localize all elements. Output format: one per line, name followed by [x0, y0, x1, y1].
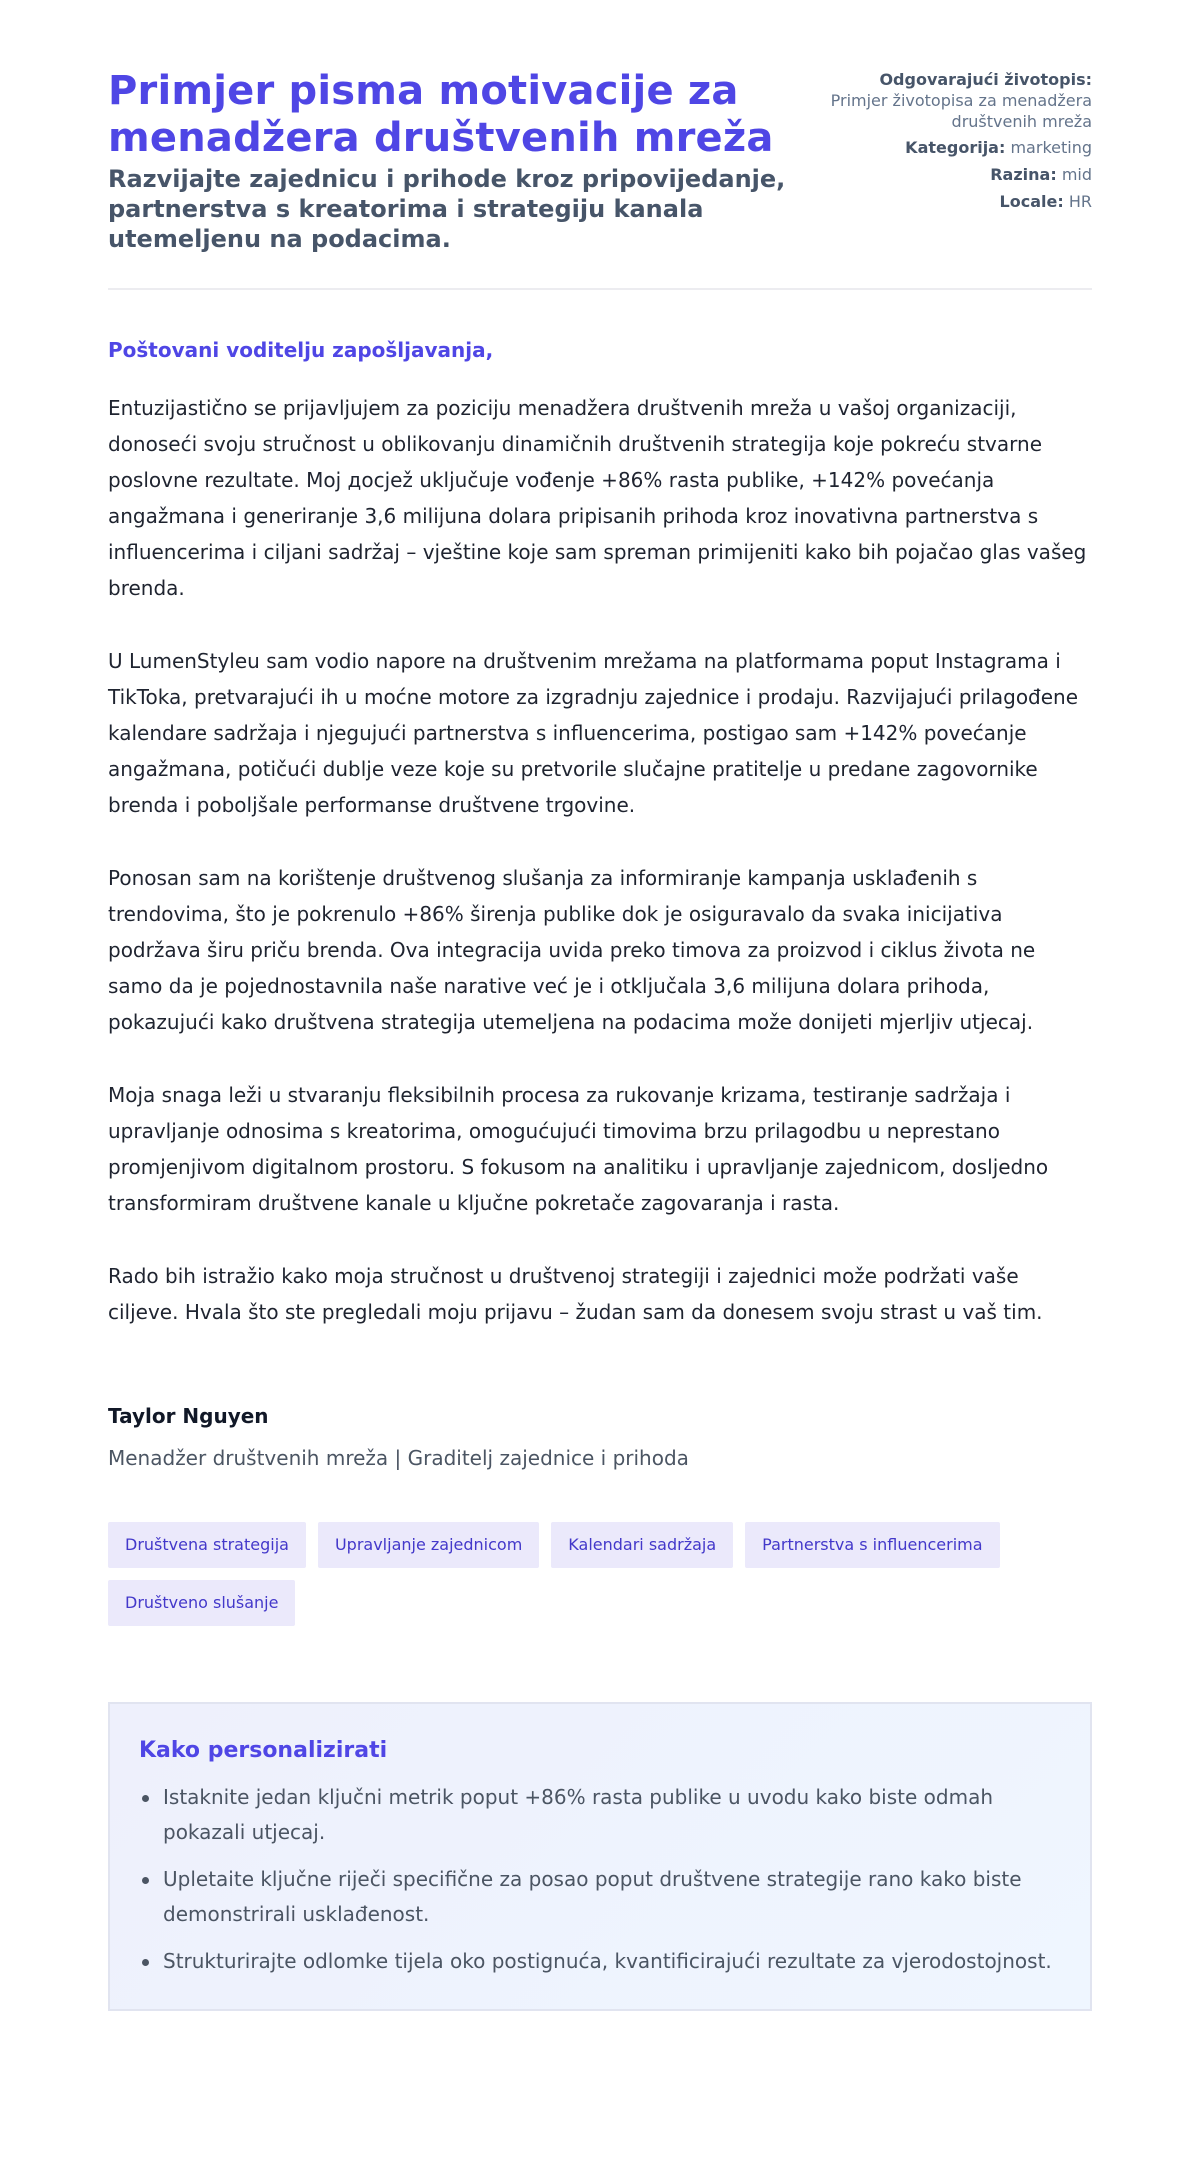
bullet-icon	[142, 1959, 149, 1966]
tip-item	[163, 1862, 1060, 1932]
meta-category	[802, 137, 1092, 158]
skill-tag: Kalendari sadržaja	[551, 1522, 733, 1568]
letter-paragraph: Rado bih istražio kako moja stručnost u društvenoj strategiji i zajednici može podržati vaše ciljeve. Hvala što ste pregledali moju prijavu – žudan sam da donesem svoju strast u vaš tim.	[108, 1264, 1043, 1324]
meta-resume	[802, 69, 1092, 132]
header-title-block	[108, 68, 788, 254]
meta-locale-label: Locale:	[999, 192, 1064, 211]
tip-item	[163, 1780, 1060, 1850]
personalization-tips	[108, 1702, 1092, 2011]
tips-title: Kako personalizirati	[139, 1738, 388, 1763]
meta-level	[802, 164, 1092, 185]
tip-text: Istaknite jedan ključni metrik poput +86% rasta publike u uvodu kako biste odmah pokazali utjecaj.	[163, 1785, 993, 1844]
letter-greeting: Poštovani voditelju zapošljavanja,	[108, 338, 494, 362]
meta-panel	[802, 68, 1092, 218]
meta-locale-value: HR	[1068, 192, 1092, 211]
skill-tag: Društveno slušanje	[108, 1580, 295, 1626]
page-title: Primjer pisma motivacije za menadžera društvenih mreža	[108, 68, 774, 161]
letter-paragraph: Entuzijastično se prijavljujem za poziciju menadžera društvenih mreža u vašoj organizaciji, donoseći svoju stručnost u oblikovanju dinamičnih društvenih strategija koje pokreću stvarne poslovne rezultate. Moj досjež uključuje vođenje +86% rasta publike, +142% povećanja angažmana i generiranje 3,6 milijuna dolara pripisanih prihoda kroz inovativna partnerstva s influencerima i ciljani sadržaj – vještine koje sam spreman primijeniti kako bih pojačao glas vašeg brenda.	[108, 396, 1087, 600]
skill-tags	[108, 1522, 1092, 1626]
tips-list	[139, 1780, 1060, 1979]
meta-locale	[802, 191, 1092, 212]
signature-title: Menadžer društvenih mreža | Graditelj zajednice i prihoda	[108, 1446, 689, 1470]
tip-item	[163, 1944, 1060, 1979]
signature-block	[108, 1402, 1092, 1472]
letter-paragraph: U LumenStyleu sam vodio napore na društvenim mrežama na platformama poput Instagrama i TikToka, pretvarajući ih u moćne motore za izgradnju zajednice i prodaju. Razvijajući prilagođene kalendare sadržaja i njegujući partnerstva s influencerima, postigao sam +142% povećanje angažmana, potičući dublje veze koje su pretvorile slučajne pratitelje u predane zagovornike brenda i poboljšale performanse društvene trgovine.	[108, 649, 1079, 817]
tip-text: Upletaite ključne riječi specifične za posao poput društvene strategije rano kako biste demonstrirali usklađenost.	[163, 1867, 1022, 1926]
meta-category-value: marketing	[1010, 138, 1092, 157]
page-header	[108, 68, 1092, 290]
meta-level-label: Razina:	[990, 165, 1057, 184]
meta-resume-link[interactable]: Primjer životopisa za menadžera društvenih mreža	[830, 91, 1092, 131]
skill-tag: Partnerstva s influencerima	[745, 1522, 999, 1568]
tip-text: Strukturirajte odlomke tijela oko postignuća, kvantificirajući rezultate za vjerodostojnost.	[163, 1949, 1052, 1973]
signature-name: Taylor Nguyen	[108, 1404, 269, 1428]
letter-paragraph: Ponosan sam na korištenje društvenog slušanja za informiranje kampanja usklađenih s trendovima, što je pokrenulo +86% širenja publike dok je osiguravalo da svaka inicijativa podržava širu priču brenda. Ova integracija uvida preko timova za proizvod i ciklus života ne samo da je pojednostavnila naše narative već je i otključala 3,6 milijuna dolara prihoda, pokazujući kako društvena strategija utemeljena na podacima može donijeti mjerljiv utjecaj.	[108, 866, 1036, 1034]
skill-tag: Upravljanje zajednicom	[318, 1522, 539, 1568]
bullet-icon	[142, 1795, 149, 1802]
meta-resume-label: Odgovarajući životopis:	[879, 70, 1092, 89]
letter-body	[108, 336, 1092, 1330]
skill-tag: Društvena strategija	[108, 1522, 306, 1568]
letter-paragraph: Moja snaga leži u stvaranju fleksibilnih procesa za rukovanje krizama, testiranje sadržaja i upravljanje odnosima s kreatorima, omogućujući timovima brzu prilagodbu u neprestano promjenjivom digitalnom prostoru. S fokusom na analitiku i upravljanje zajednicom, dosljedno transformiram društvene kanale u ključne pokretače zagovaranja i rasta.	[108, 1083, 1049, 1215]
page-subtitle: Razvijajte zajednicu i prihode kroz pripovijedanje, partnerstva s kreatorima i strategiju kanala utemeljenu na podacima.	[108, 165, 786, 253]
meta-level-value: mid	[1061, 165, 1092, 184]
bullet-icon	[142, 1877, 149, 1884]
meta-category-label: Kategorija:	[905, 138, 1006, 157]
